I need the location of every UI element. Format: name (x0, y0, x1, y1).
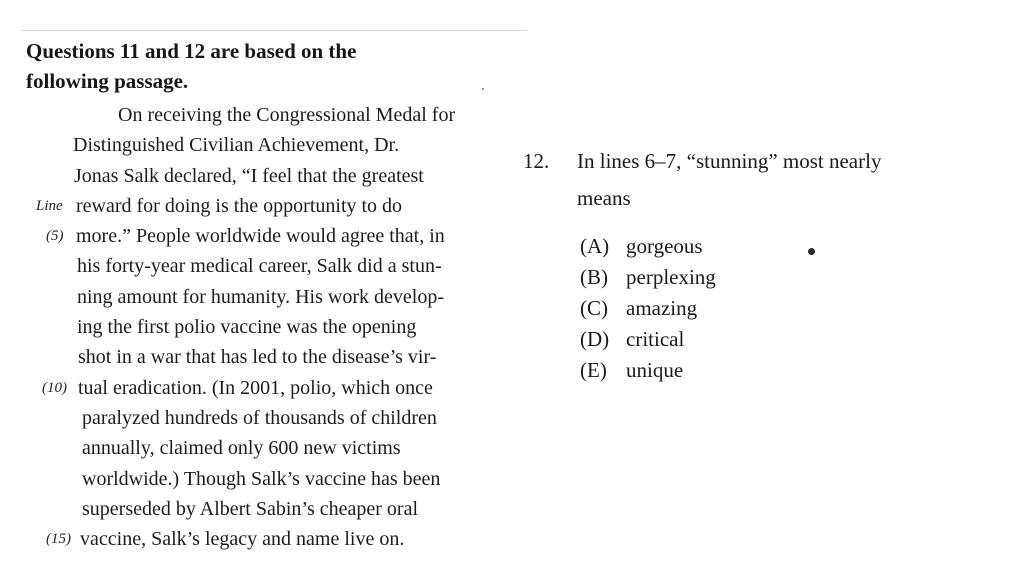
passage-line (34, 524, 534, 554)
heading-line-2: following passage. (26, 69, 189, 93)
choice-a[interactable] (580, 231, 1003, 262)
choice-letter: (D) (580, 327, 610, 351)
choice-text: critical (626, 327, 685, 351)
line-text: ning amount for humanity. His work develop- (77, 285, 444, 308)
passage-line (28, 161, 528, 191)
line-text: paralyzed hundreds of thousands of children (82, 406, 437, 429)
passage-line (36, 464, 536, 494)
line-text: annually, claimed only 600 new victims (82, 437, 401, 460)
choice-e[interactable] (580, 355, 1003, 386)
choice-letter: (E) (580, 358, 607, 382)
top-divider (22, 30, 527, 31)
line-text: his forty-year medical career, Salk did a stun- (77, 255, 442, 278)
answer-choices (580, 231, 1003, 386)
line-text: more.” People worldwide would agree that, in (76, 225, 445, 248)
line-text: ing the first polio vaccine was the opening (77, 316, 417, 339)
passage-line (31, 312, 531, 342)
line-number: (15) (46, 531, 71, 548)
line-text: Distinguished Civilian Achievement, Dr. (73, 134, 400, 157)
choice-c[interactable] (580, 293, 1003, 324)
passage-line (27, 130, 527, 160)
bullet-dot (808, 248, 815, 255)
line-text: superseded by Albert Sabin’s cheaper oral (82, 497, 419, 520)
passage-line (31, 251, 531, 281)
passage-line (32, 373, 532, 403)
question-stem (523, 143, 1003, 217)
passage-line (30, 191, 530, 221)
choice-letter: (A) (580, 234, 610, 258)
line-text: reward for doing is the opportunity to do (76, 194, 403, 217)
choice-text: amazing (626, 296, 698, 320)
passage-line (30, 221, 530, 251)
question-12 (523, 143, 1003, 386)
choice-text: gorgeous (626, 234, 703, 258)
passage-line (36, 403, 536, 433)
reading-passage (30, 100, 530, 554)
passage-line (72, 100, 572, 130)
line-text: tual eradication. (In 2001, polio, which once (78, 376, 433, 399)
line-number: (10) (42, 379, 67, 396)
question-stem-line-1: In lines 6–7, “stunning” most nearly (577, 149, 882, 173)
choice-text: unique (626, 358, 684, 382)
question-stem-line-2: means (577, 186, 631, 210)
line-number: Line (36, 197, 63, 214)
choice-letter: (B) (580, 265, 608, 289)
passage-heading (26, 36, 506, 96)
passage-line (31, 282, 531, 312)
line-text: worldwide.) Though Salk’s vaccine has been (82, 467, 441, 490)
choice-letter: (C) (580, 296, 608, 320)
choice-b[interactable] (580, 262, 1003, 293)
line-text: On receiving the Congressional Medal for (118, 104, 456, 126)
line-text: Jonas Salk declared, “I feel that the greatest (74, 164, 424, 187)
passage-line (36, 494, 536, 524)
passage-line (32, 342, 532, 372)
line-text: shot in a war that has led to the disease’s vir- (78, 346, 437, 369)
passage-line (36, 433, 536, 463)
choice-d[interactable] (580, 324, 1003, 355)
line-text: vaccine, Salk’s legacy and name live on. (80, 528, 405, 551)
heading-line-1: Questions 11 and 12 are based on the (26, 39, 357, 63)
question-number: 12. (523, 149, 550, 173)
line-number: (5) (46, 228, 64, 245)
choice-text: perplexing (626, 265, 716, 289)
